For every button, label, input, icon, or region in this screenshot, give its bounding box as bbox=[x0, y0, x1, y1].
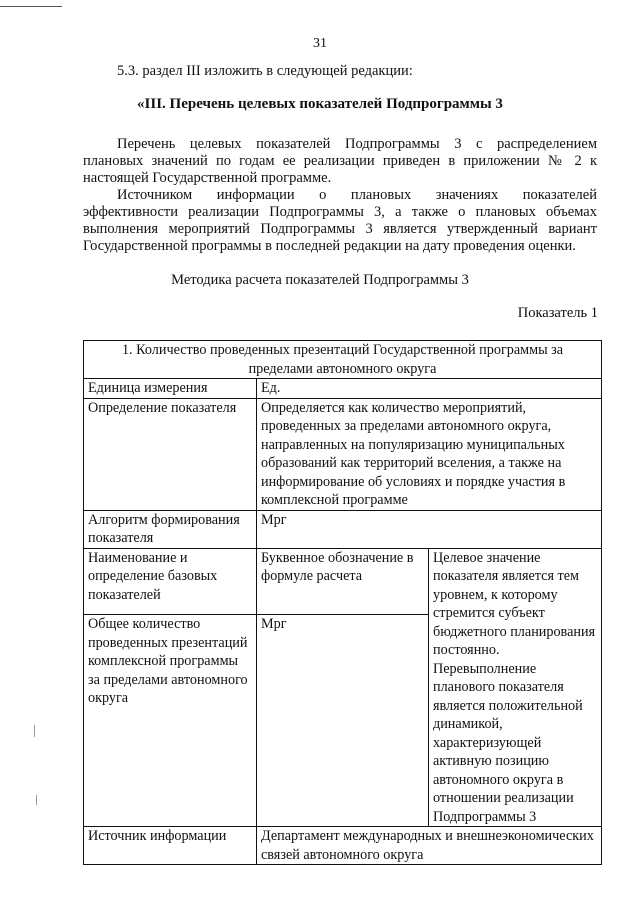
paragraph1-line1: Перечень целевых показателей Подпрограммы 3 с распределением bbox=[117, 136, 597, 152]
table-row bbox=[84, 827, 602, 865]
definition-label: Определение показателя bbox=[84, 398, 257, 510]
base-letter-value: Мрг bbox=[257, 615, 429, 827]
paragraph1-line3: настоящей Государственной программе. bbox=[83, 170, 332, 186]
margin-mark bbox=[36, 795, 37, 805]
table-row bbox=[84, 510, 602, 548]
base-names-label: Наименование и определение базовых показателей bbox=[84, 548, 257, 615]
paragraph2-line4: Государственной программы в последней редакции на дату проведения оценки. bbox=[83, 238, 576, 254]
base-name-value: Общее количество проведенных презентаций комплексной программы за пределами автономного округа bbox=[84, 615, 257, 827]
table-row bbox=[84, 341, 602, 379]
methodology-heading: Методика расчета показателей Подпрограммы 3 bbox=[171, 272, 469, 288]
paragraph1-line2: плановых значений по годам ее реализации приведен в приложении № 2 к bbox=[83, 153, 597, 169]
source-value: Департамент международных и внешнеэкономических связей автономного округа bbox=[257, 827, 602, 865]
unit-value: Ед. bbox=[257, 379, 602, 399]
indicator-table bbox=[83, 340, 602, 865]
source-label: Источник информации bbox=[84, 827, 257, 865]
table-row bbox=[84, 379, 602, 399]
paragraph2-line2: эффективности реализации Подпрограммы 3, а также о плановых объемах bbox=[83, 204, 597, 220]
margin-mark bbox=[34, 725, 35, 737]
page-number: 31 bbox=[313, 36, 327, 51]
paragraph2-line3: выполнения мероприятий Подпрограммы 3 является утвержденный вариант bbox=[83, 221, 597, 237]
section-heading: «III. Перечень целевых показателей Подпрограммы 3 bbox=[137, 96, 503, 112]
table-title: 1. Количество проведенных презентаций Государственной программы за пределами автономного округа bbox=[84, 341, 602, 379]
algorithm-value: Мрг bbox=[257, 510, 602, 548]
intro-line: 5.3. раздел III изложить в следующей редакции: bbox=[117, 63, 413, 79]
top-rule bbox=[0, 6, 62, 7]
table-row bbox=[84, 548, 602, 615]
indicator-label: Показатель 1 bbox=[517, 305, 598, 321]
unit-label: Единица измерения bbox=[84, 379, 257, 399]
target-note: Целевое значение показателя является тем уровнем, к которому стремится субъект бюджетного планирования постоянно. Перевыполнение планового показателя является положительной динамикой, характеризующей активную позицию автономного округа в отношении реализации Подпрограммы 3 bbox=[429, 548, 602, 827]
definition-value: Определяется как количество мероприятий, проведенных за пределами автономного округа, направленных на популяризацию муниципальных образований как территорий вселения, а также на информирование об условиях и порядке участия в комплексной программе bbox=[257, 398, 602, 510]
paragraph2-line1: Источником информации о плановых значениях показателей bbox=[117, 187, 597, 203]
table-row bbox=[84, 398, 602, 510]
algorithm-label: Алгоритм формирования показателя bbox=[84, 510, 257, 548]
letter-label: Буквенное обозначение в формуле расчета bbox=[257, 548, 429, 615]
